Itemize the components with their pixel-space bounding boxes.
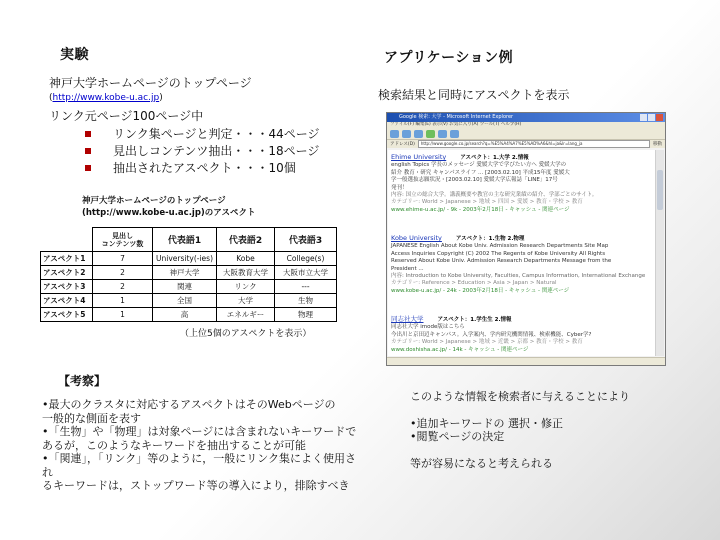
- table-cell: 7: [93, 252, 153, 266]
- table-row: [41, 266, 337, 280]
- address-bar: アドレス(D) http://www.google.co.jp/search?q=%E5%A4%A7%E5%AD%A6&hl=ja&lr=lang_ja 移動: [387, 140, 665, 148]
- result-url[interactable]: www.kobe-u.ac.jp/ - 24k - 2003年2月18日 - キャッシュ - 関連ページ: [391, 287, 570, 294]
- bullet-item: 抽出されたアスペクト・・・10個: [85, 160, 320, 177]
- table-cell: エネルギー: [217, 308, 275, 322]
- minimize-button[interactable]: [640, 114, 647, 121]
- back-icon[interactable]: [390, 130, 399, 138]
- address-input[interactable]: http://www.google.co.jp/search?q=%E5%A4%A7%E5%AD%A6&hl=ja&lr=lang_ja: [418, 140, 650, 148]
- browser-toolbar: [387, 128, 665, 140]
- table-cell: 物理: [275, 308, 337, 322]
- browser-window: [386, 112, 666, 366]
- result-title-link[interactable]: 同志社大学: [391, 315, 424, 323]
- table-header: 見出し コンテンツ数: [93, 228, 153, 252]
- browser-statusbar: [387, 357, 665, 365]
- home-icon[interactable]: [426, 130, 435, 138]
- table-cell: 生物: [275, 294, 337, 308]
- bullet-item: 見出しコンテンツ抽出・・・18ページ: [85, 143, 320, 160]
- table-row: [41, 280, 337, 294]
- aspect-annotation: アスペクト：1.大学 2.情報: [460, 155, 529, 161]
- go-button[interactable]: 移動: [653, 142, 662, 147]
- table-corner: [41, 228, 93, 252]
- table-cell: 神戸大学: [153, 266, 217, 280]
- table-cell: 2: [93, 280, 153, 294]
- table-cell: 1: [93, 294, 153, 308]
- aspect-annotation: アスペクト：1.学生生 2.情報: [437, 317, 512, 323]
- table-header: 代表語1: [153, 228, 217, 252]
- table-row: [41, 308, 337, 322]
- application-notes: このような情報を検索者に与えることにより •追加キーワードの 選択・修正 •閲覧ページの決定 等が容易になると考えられる: [410, 390, 630, 470]
- site-url-line: (http://www.kobe-u.ac.jp): [49, 93, 163, 103]
- site-title: 神戸大学ホームページのトップページ: [49, 76, 252, 90]
- refresh-icon[interactable]: [414, 130, 423, 138]
- table-cell: 全国: [153, 294, 217, 308]
- table-row: [41, 294, 337, 308]
- browser-titlebar: Google 検索: 大学 - Microsoft Internet Explorer: [387, 113, 665, 122]
- close-button[interactable]: [656, 114, 663, 121]
- table-header-row: [41, 228, 337, 252]
- table-header: 代表語2: [217, 228, 275, 252]
- table-cell: Kobe: [217, 252, 275, 266]
- table-cell: 大学: [217, 294, 275, 308]
- result-title-link[interactable]: Ehime University: [391, 153, 447, 161]
- category-link[interactable]: カテゴリー: Reference > Education > Asia > Japan > Natural: [391, 280, 557, 287]
- result-item: 同志社大学 アスペクト：1.学生生 2.情報 同志社大学 imode版はこちら 今出川と京田辺キャンパス。入学案内、学内研究機関情報、検索機能、Cyber学? カテゴリー: World > Japanese > 地域 > 近畿 > 京都 > 教育・学校 > 教育 www.doshisha.ac.jp/ - 14k - キャッシュ - 関連ページ: [391, 316, 652, 354]
- result-title-link[interactable]: Kobe University: [391, 234, 442, 242]
- favorites-icon[interactable]: [450, 130, 459, 138]
- consider-text: •最大のクラスタに対応するアスペクトはそのWebページの 一般的な側面を表す •「生物」や「物理」は対象ページには含まれないキーワードで あるが，このようなキーワードを抽出することが可能 •「関連」，「リンク」等のように，一般にリンク集によく使用され るキーワードは，ストップワード等の導入により，排除すべき: [42, 398, 357, 492]
- result-bullets: [85, 126, 320, 177]
- category-link[interactable]: カテゴリー: World > Japanese > 地域 > 四国 > 愛媛 > 教育・学校 > 教育: [391, 199, 583, 206]
- result-url[interactable]: www.ehime-u.ac.jp/ - 9k - 2003年2月18日 - キャッシュ - 関連ページ: [391, 206, 570, 213]
- table-cell: 関連: [153, 280, 217, 294]
- row-label: アスペクト2: [41, 266, 93, 280]
- bullet-item: リンク集ページと判定・・・44ページ: [85, 126, 320, 143]
- table-cell: 高: [153, 308, 217, 322]
- table-cell: 1: [93, 308, 153, 322]
- result-url[interactable]: www.doshisha.ac.jp/ - 14k - キャッシュ - 関連ページ: [391, 346, 529, 353]
- vertical-scrollbar[interactable]: [655, 150, 664, 356]
- table-caption: （上位5個のアスペクトを表示）: [180, 329, 312, 339]
- table-row: [41, 252, 337, 266]
- aspect-annotation: アスペクト：1.生物 2.物理: [455, 236, 525, 242]
- aspect-table: [40, 227, 337, 322]
- row-label: アスペクト1: [41, 252, 93, 266]
- table-header: 代表語3: [275, 228, 337, 252]
- experiment-heading: 実験: [60, 47, 89, 63]
- table-cell: 2: [93, 266, 153, 280]
- maximize-button[interactable]: [648, 114, 655, 121]
- category-link[interactable]: カテゴリー: World > Japanese > 地域 > 近畿 > 京都 > 教育・学校 > 教育: [391, 339, 583, 346]
- site-url-link[interactable]: http://www.kobe-u.ac.jp: [52, 93, 160, 103]
- forward-icon[interactable]: [402, 130, 411, 138]
- table-cell: 大阪教育大学: [217, 266, 275, 280]
- table-cell: ---: [275, 280, 337, 294]
- application-heading: アプリケーション例: [384, 50, 514, 66]
- search-results: [388, 150, 655, 356]
- row-label: アスペクト5: [41, 308, 93, 322]
- table-cell: リンク: [217, 280, 275, 294]
- table-title: 神戸大学ホームページのトップページ (http://www.kobe-u.ac.jp)のアスペクト: [82, 196, 256, 218]
- search-icon[interactable]: [438, 130, 447, 138]
- row-label: アスペクト4: [41, 294, 93, 308]
- result-item: Ehime University アスペクト：1.大学 2.情報 english Topics 学長のメッセージ 愛媛大学で学びたい方へ 愛媛大学の 紹介 教育・研究 キャンパスライフ ... [2003.02.10] 平成15年度 愛媛大 学一般選抜志願状況・[2003.02.10] 愛媛大学広報誌「LINE」17号 発刊！ 内容: 国立の総合大学。講義概要や教官の主な研究業績の紹介、学部ごとのサイト。 カテゴリー: World > Japanese > 地域 > 四国 > 愛媛 > 教育・学校 > 教育 www.ehime-u.ac.jp/ - 9k - 2003年2月18日 - キャッシュ - 関連ページ: [391, 154, 652, 214]
- link-pages-text: リンク元ページ100ページ中: [49, 109, 204, 123]
- application-subtitle: 検索結果と同時にアスペクトを表示: [378, 88, 570, 102]
- result-item: Kobe University アスペクト：1.生物 2.物理 JAPANESE English About Kobe Univ. Admission Research Departments Site Map Access Inquiries Copyright (C) 2002 The Regents of Kobe University All Rights Reserved About Kobe Univ. Admission Research Departments Message from the President ... 内容: Introduction to Kobe University, Faculties, Campus Information, International Exchange カテゴリー: Reference > Education > Asia > Japan > Natural www.kobe-u.ac.jp/ - 24k - 2003年2月18日 - キャッシュ - 関連ページ: [391, 235, 652, 295]
- window-controls: [640, 114, 663, 121]
- scrollbar-thumb[interactable]: [657, 170, 663, 210]
- row-label: アスペクト3: [41, 280, 93, 294]
- table-cell: 大阪市立大学: [275, 266, 337, 280]
- table-cell: College(s): [275, 252, 337, 266]
- table-cell: University(-ies): [153, 252, 217, 266]
- consider-heading: 【考察】: [58, 374, 107, 388]
- browser-menubar[interactable]: ファイル(F) 編集(E) 表示(V) お気に入り(A) ツール(T) ヘルプ(H): [387, 122, 665, 128]
